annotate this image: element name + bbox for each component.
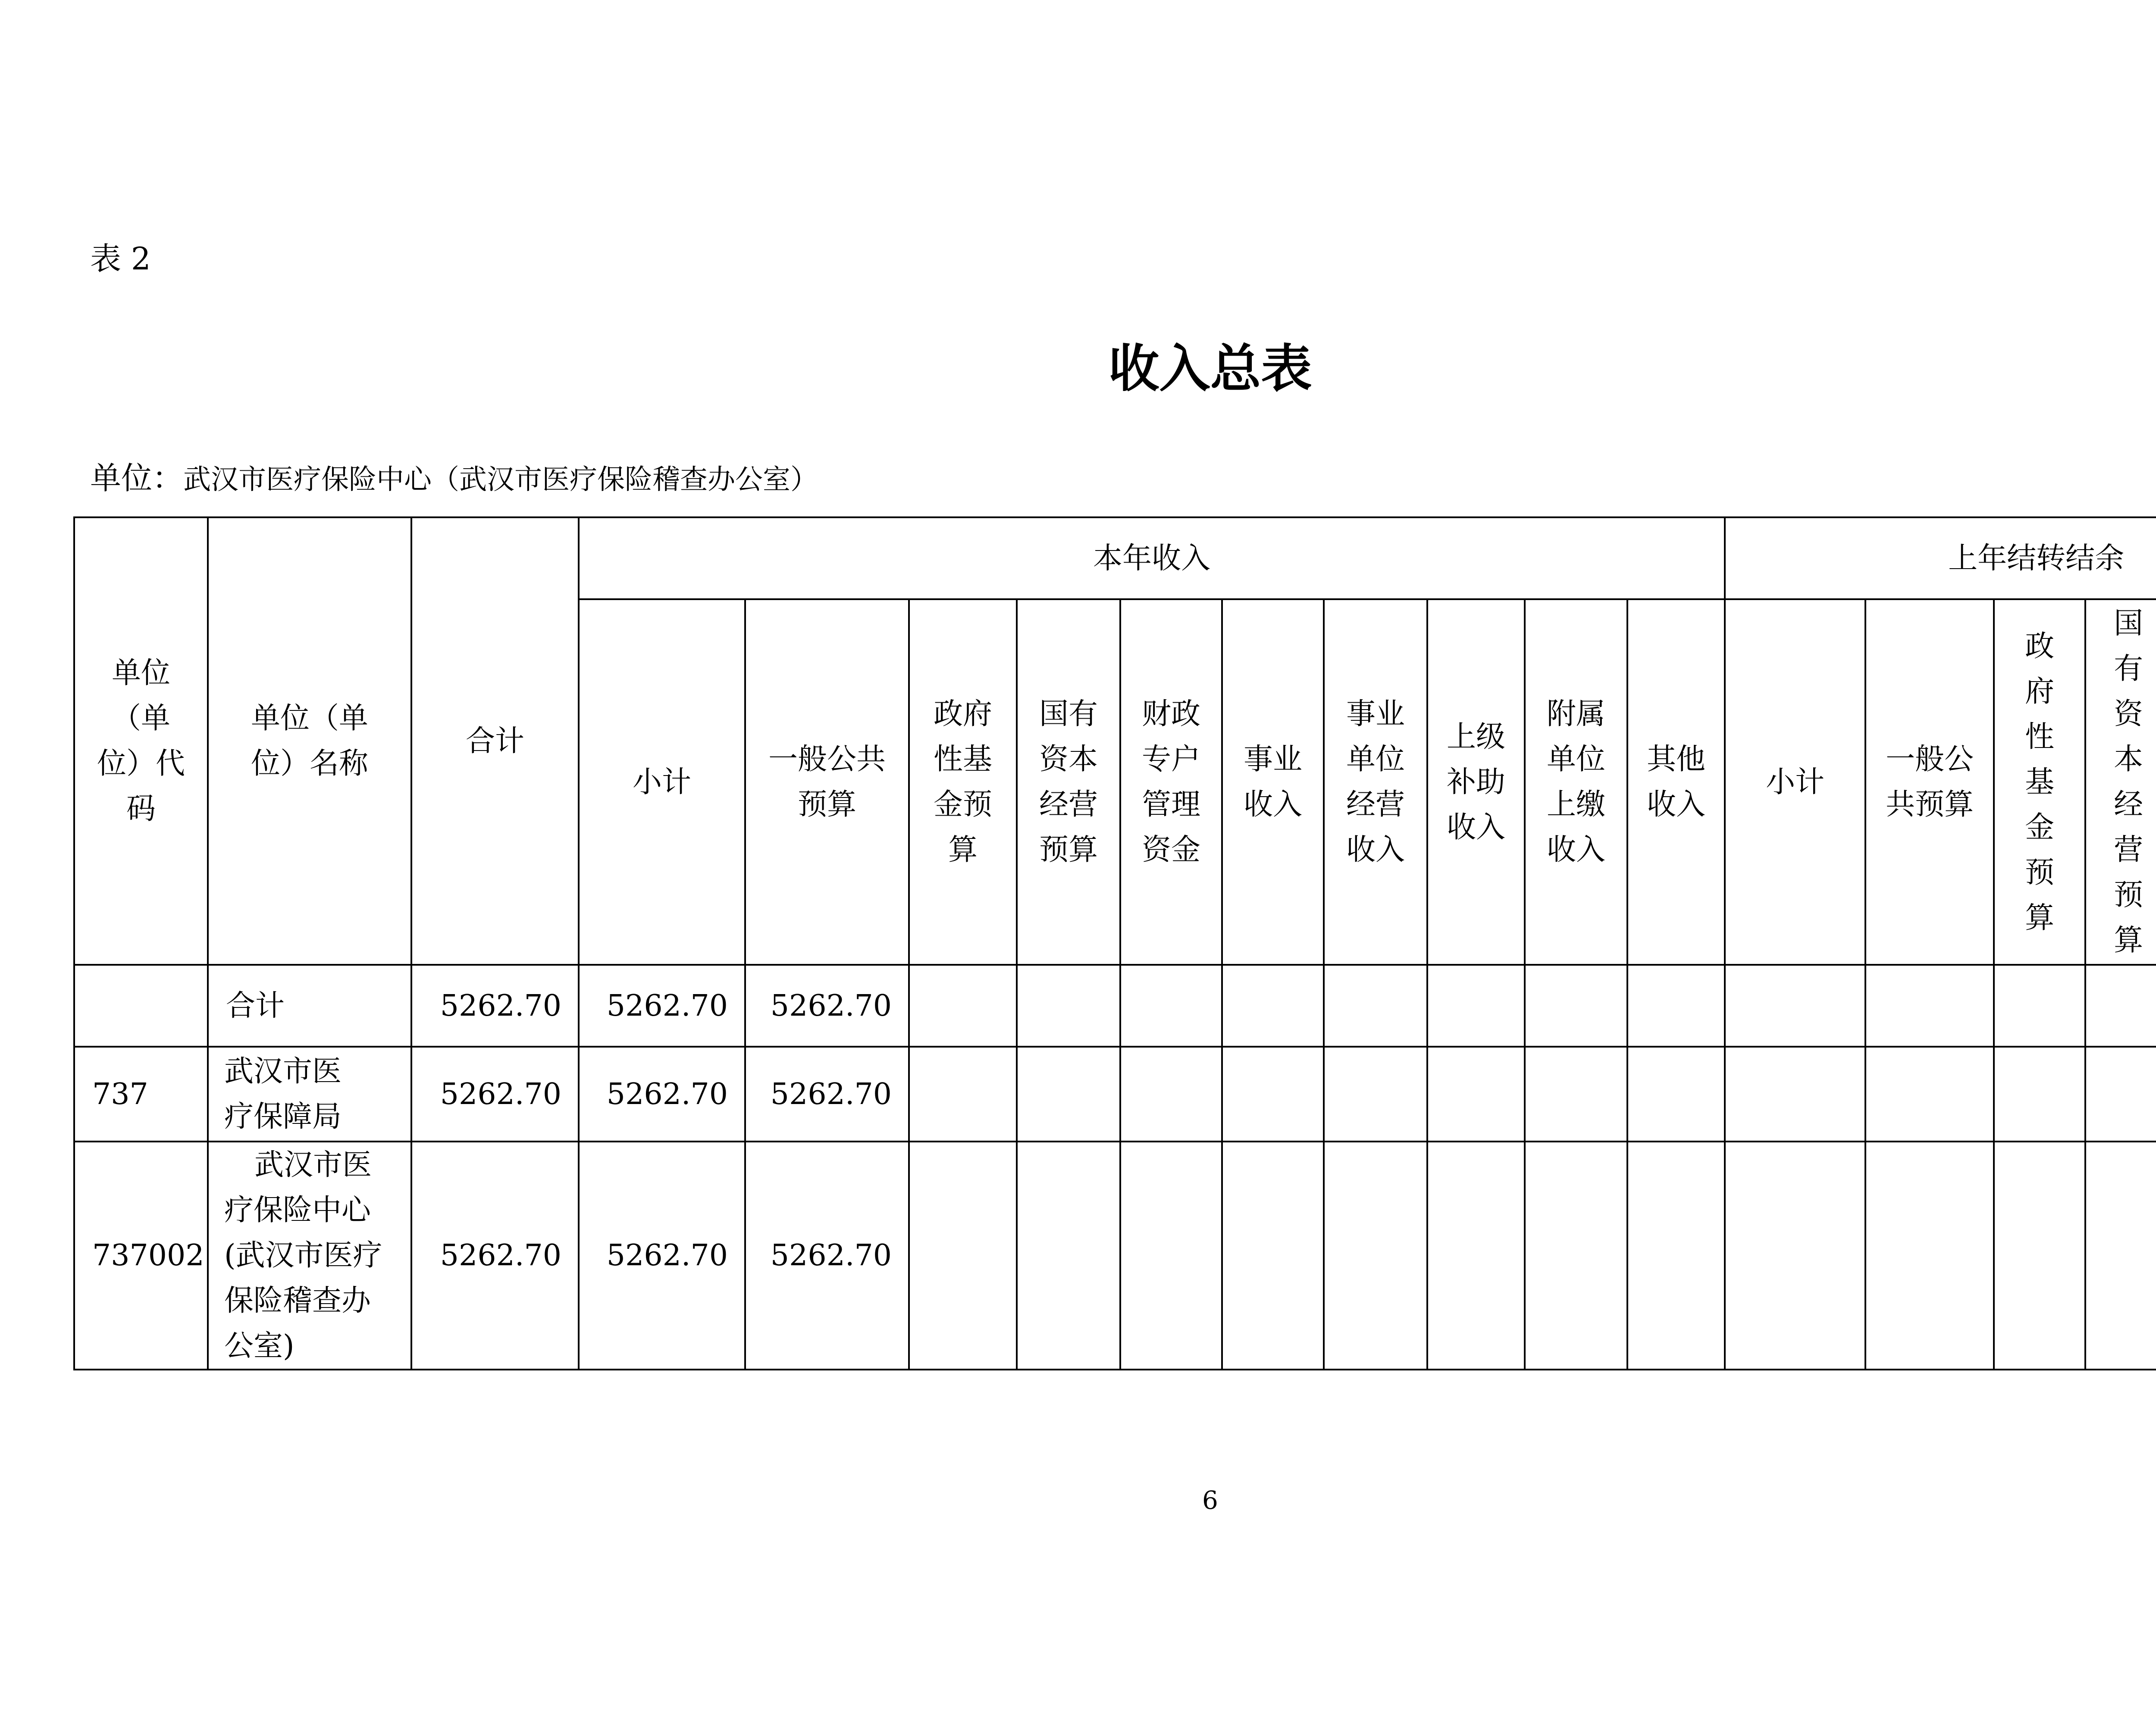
empty-cell	[1865, 965, 1994, 1047]
empty-cell	[2085, 1142, 2156, 1370]
page-number: 6	[1202, 1486, 1218, 1515]
row-current-subtotal: 5262.70	[579, 1047, 745, 1142]
row-current-general-budget: 5262.70	[745, 965, 909, 1047]
empty-cell	[1324, 1047, 1427, 1142]
row-code: 737	[74, 1047, 208, 1142]
unit-prefix: 单位：	[90, 460, 184, 496]
empty-cell	[1525, 1142, 1627, 1370]
unit-organization-name: 武汉市医疗保险中心（武汉市医疗保险稽查办公室）	[183, 464, 818, 496]
header-current-subtotal: 小计	[579, 599, 745, 965]
header-prior-state-capital-budget: 国有资本经营预算	[2085, 599, 2156, 965]
row-code	[74, 965, 208, 1047]
row-current-subtotal: 5262.70	[579, 1142, 745, 1370]
row-current-general-budget: 5262.70	[745, 1047, 909, 1142]
table-row	[74, 1047, 2156, 1142]
empty-cell	[1222, 965, 1324, 1047]
header-row-group	[74, 517, 2156, 599]
header-code: 单位（单位）代码	[74, 517, 208, 965]
empty-cell	[1324, 965, 1427, 1047]
empty-cell	[909, 1047, 1017, 1142]
header-prior-year-carryover: 上年结转结余	[1725, 517, 2156, 599]
row-name: 武汉市医疗保障局	[208, 1047, 411, 1142]
header-current-special-account-funds: 财政专户管理资金	[1120, 599, 1222, 965]
header-prior-general-budget: 一般公共预算	[1865, 599, 1994, 965]
row-current-subtotal: 5262.70	[579, 965, 745, 1047]
empty-cell	[1627, 1047, 1725, 1142]
header-current-gov-fund-budget: 政府性基金预算	[909, 599, 1017, 965]
header-current-superior-subsidy: 上级补助收入	[1427, 599, 1525, 965]
table-label: 表 2	[90, 241, 151, 277]
empty-cell	[1725, 965, 1865, 1047]
empty-cell	[2085, 1047, 2156, 1142]
table-row	[74, 1142, 2156, 1370]
header-current-subordinate-remittance: 附属单位上缴收入	[1525, 599, 1627, 965]
empty-cell	[2085, 965, 2156, 1047]
empty-cell	[1865, 1047, 1994, 1142]
row-total: 5262.70	[411, 1142, 579, 1370]
row-total: 5262.70	[411, 965, 579, 1047]
empty-cell	[1627, 965, 1725, 1047]
empty-cell	[1222, 1047, 1324, 1142]
row-name: 武汉市医疗保险中心(武汉市医疗保险稽查办公室)	[208, 1142, 411, 1370]
empty-cell	[1994, 1047, 2085, 1142]
empty-cell	[1017, 1142, 1120, 1370]
unit-organization	[90, 459, 818, 499]
empty-cell	[1865, 1142, 1994, 1370]
empty-cell	[1627, 1142, 1725, 1370]
header-current-general-budget: 一般公共预算	[745, 599, 909, 965]
empty-cell	[1120, 1142, 1222, 1370]
header-current-other-income: 其他收入	[1627, 599, 1725, 965]
header-current-state-capital-budget: 国有资本经营预算	[1017, 599, 1120, 965]
empty-cell	[1525, 1047, 1627, 1142]
empty-cell	[909, 1142, 1017, 1370]
row-code: 737002	[74, 1142, 208, 1370]
header-name: 单位（单位）名称	[208, 517, 411, 965]
header-current-business-income: 事业收入	[1222, 599, 1324, 965]
empty-cell	[1324, 1142, 1427, 1370]
empty-cell	[1427, 1047, 1525, 1142]
header-prior-gov-fund-budget: 政府性基金预算	[1994, 599, 2085, 965]
empty-cell	[1120, 965, 1222, 1047]
empty-cell	[1427, 965, 1525, 1047]
row-current-general-budget: 5262.70	[745, 1142, 909, 1370]
empty-cell	[1994, 965, 2085, 1047]
empty-cell	[1525, 965, 1627, 1047]
header-current-year-income: 本年收入	[579, 517, 1725, 599]
empty-cell	[1222, 1142, 1324, 1370]
empty-cell	[1725, 1047, 1865, 1142]
header-total: 合计	[411, 517, 579, 965]
page-title: 收入总表	[1108, 338, 1312, 398]
header-current-business-operation-income: 事业单位经营收入	[1324, 599, 1427, 965]
income-summary-table	[73, 516, 2156, 1370]
table-row	[74, 965, 2156, 1047]
row-total: 5262.70	[411, 1047, 579, 1142]
empty-cell	[1017, 1047, 1120, 1142]
empty-cell	[1427, 1142, 1525, 1370]
empty-cell	[909, 965, 1017, 1047]
empty-cell	[1120, 1047, 1222, 1142]
header-prior-subtotal: 小计	[1725, 599, 1865, 965]
empty-cell	[1017, 965, 1120, 1047]
empty-cell	[1994, 1142, 2085, 1370]
row-name: 合计	[208, 965, 411, 1047]
empty-cell	[1725, 1142, 1865, 1370]
